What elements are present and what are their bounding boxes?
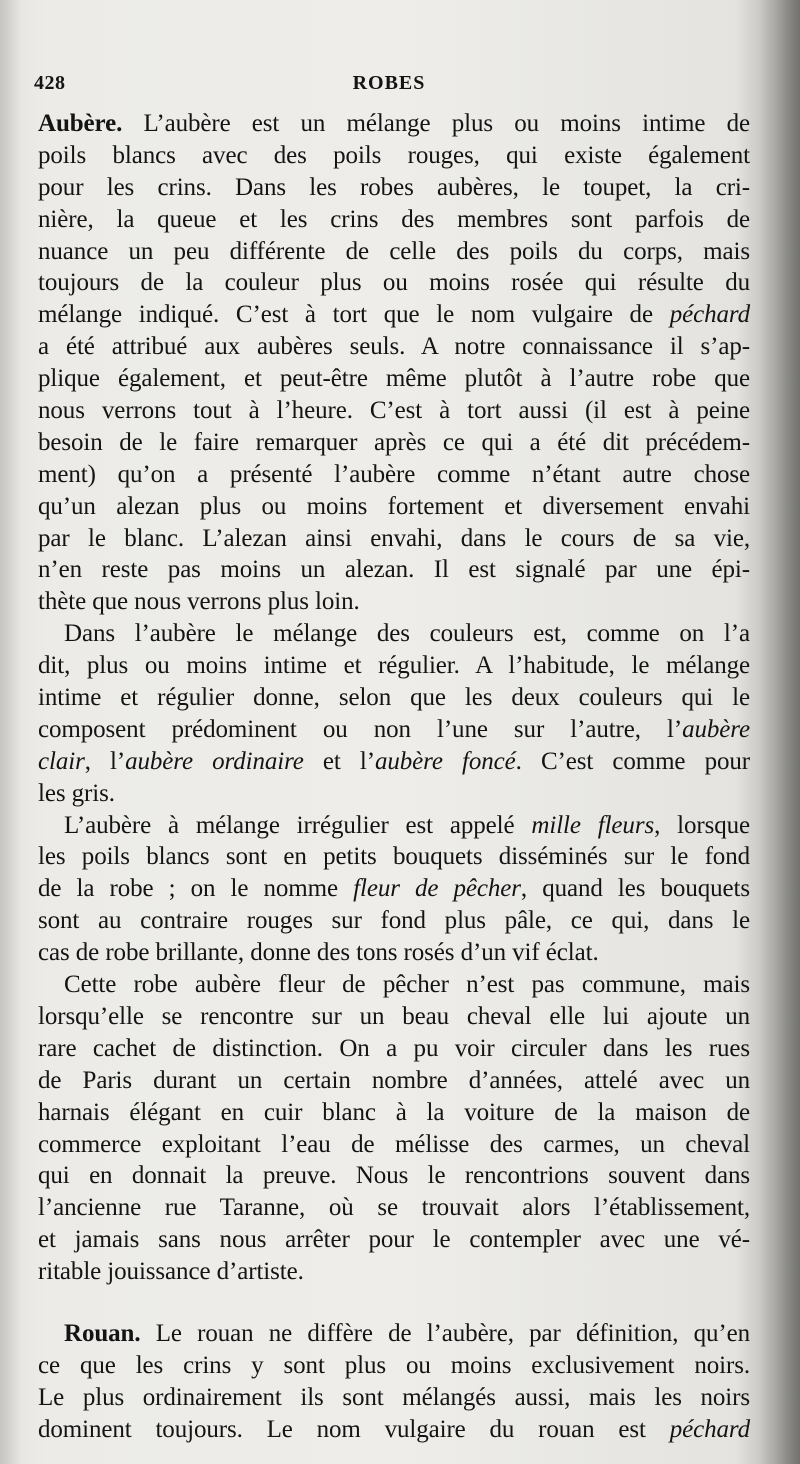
italic-term: mille fleurs [531,811,655,839]
text-run: ritable jouissance d’artiste. [38,1258,304,1286]
text-run: poils blancs avec des poils rouges, qui existe également [38,141,750,169]
text-line [38,140,750,172]
text-run: dominent toujours. Le nom vulgaire du rouan est [38,1415,670,1443]
italic-term: aubère [682,715,750,743]
section-lead-term: Aubère. [38,110,123,137]
italic-term: aubère foncé [374,747,516,775]
text-line [38,363,750,395]
text-line [38,1256,750,1288]
text-line [38,331,750,363]
text-run: Dans l’aubère le mélange des couleurs est, comme on l’a [64,620,750,648]
page-edge-shadow-left [0,0,22,1464]
text-line [38,682,750,714]
text-line [38,267,750,299]
italic-term: clair [38,747,85,775]
text-line [38,491,750,523]
text-run: qui en donnait la preuve. Nous le rencontrions souvent dans [38,1162,750,1190]
running-title: ROBES [352,72,426,94]
text-line [38,905,750,937]
text-line [38,1414,750,1446]
text-run: mélange indiqué. C’est à tort que le nom vulgaire de [38,301,670,329]
text-run: , l’ [84,747,126,775]
text-line [38,1382,750,1414]
text-line [38,1318,750,1350]
text-line [38,714,750,746]
italic-term: péchard [669,1415,750,1443]
text-line [38,299,750,331]
page-header [34,72,744,102]
text-run: L’aubère est un mélange plus ou moins intime de [122,110,750,137]
text-line [38,873,750,905]
text-run: n’en reste pas moins un alezan. Il est signalé par une épi- [38,556,750,584]
text-run: , quand les bouquets [520,875,750,903]
text-run: toujours de la couleur plus ou moins rosée qui résulte du [38,269,750,297]
text-line [38,108,750,140]
text-run: les gris. [38,779,115,807]
text-run: nuance un peu différente de celle des poils du corps, mais [38,237,750,265]
text-run: et jamais sans nous arrêter pour le contempler avec une vé- [38,1226,750,1254]
text-line [38,395,750,427]
text-line [38,1160,750,1192]
text-line [38,554,750,586]
text-run: rare cachet de distinction. On a pu voir circuler dans les rues [38,1034,750,1062]
text-run: nous verrons tout à l’heure. C’est à tort aussi (il est à peine [38,397,750,425]
text-run: et l’ [303,747,375,775]
text-run: Cette robe aubère fleur de pêcher n’est pas commune, mais [64,971,750,999]
text-line [38,618,750,650]
text-run: commerce exploitant l’eau de mélisse des carmes, un cheval [38,1130,750,1158]
italic-term: fleur de pêcher [353,875,521,903]
text-line [38,1033,750,1065]
text-run: L’aubère à mélange irrégulier est appelé [64,811,532,839]
text-line [38,172,750,204]
text-line [38,778,750,810]
page-body-text [38,108,750,1446]
text-line [38,1224,750,1256]
text-line [38,523,750,555]
text-line [38,1192,750,1224]
text-run: ce que les crins y sont plus ou moins exclusivement noirs. [38,1351,750,1379]
text-run: a été attribué aux aubères seuls. A notre connaissance il s’ap- [38,333,750,361]
text-run: cas de robe brillante, donne des tons rosés d’un vif éclat. [38,939,599,967]
text-run: . C’est comme pour [515,747,750,775]
text-run: plique également, et peut-être même plutôt à l’autre robe que [38,365,750,393]
section-lead-term: Rouan. [64,1319,141,1347]
text-line [38,586,750,618]
text-run: , lorsque [654,811,751,839]
text-run: Le plus ordinairement ils sont mélangés aussi, mais les noirs [38,1383,750,1411]
text-run: l’ancienne rue Taranne, où se trouvait alors l’établissement, [38,1194,750,1222]
text-line [38,1097,750,1129]
text-line [38,841,750,873]
text-run: intime et régulier donne, selon que les deux couleurs qui le [38,684,750,712]
text-run: nière, la queue et les crins des membres sont parfois de [38,205,750,233]
page-edge-shadow-right [760,0,800,1464]
text-line [38,1001,750,1033]
text-run: de la robe ; on le nomme [38,875,354,903]
text-run: dit, plus ou moins intime et régulier. A l’habitude, le mélange [38,652,750,680]
text-run: thète que nous verrons plus loin. [38,588,360,616]
page-number: 428 [34,72,66,94]
text-run: de Paris durant un certain nombre d’années, attelé avec un [38,1066,750,1094]
italic-term: aubère ordinaire [125,747,304,775]
paragraph-gap [38,1288,750,1318]
text-run: besoin de le faire remarquer après ce qui a été dit précédem- [38,428,750,456]
text-run: composent prédominent ou non l’une sur l’autre, l’ [38,715,683,743]
text-run: les poils blancs sont en petits bouquets disséminés sur le fond [38,843,750,871]
text-line [38,650,750,682]
text-line [38,1129,750,1161]
text-line [38,810,750,842]
text-run: sont au contraire rouges sur fond plus pâle, ce qui, dans le [38,907,750,935]
text-line [38,427,750,459]
text-run: par le blanc. L’alezan ainsi envahi, dans le cours de sa vie, [38,524,750,552]
text-line [38,746,750,778]
text-run: harnais élégant en cuir blanc à la voiture de la maison de [38,1098,750,1126]
text-line [38,204,750,236]
text-run: Le rouan ne diffère de l’aubère, par définition, qu’en [140,1319,750,1347]
text-line [38,236,750,268]
italic-term: péchard [669,301,750,329]
text-run: qu’un alezan plus ou moins fortement et diversement envahi [38,492,750,520]
text-line [38,459,750,491]
text-line [38,969,750,1001]
text-line [38,1065,750,1097]
text-run: lorsqu’elle se rencontre sur un beau cheval elle lui ajoute un [38,1002,750,1030]
text-run: ment) qu’on a présenté l’aubère comme n’étant autre chose [38,460,750,488]
text-run: pour les crins. Dans les robes aubères, le toupet, la cri- [38,173,750,201]
text-line [38,937,750,969]
text-line [38,1350,750,1382]
